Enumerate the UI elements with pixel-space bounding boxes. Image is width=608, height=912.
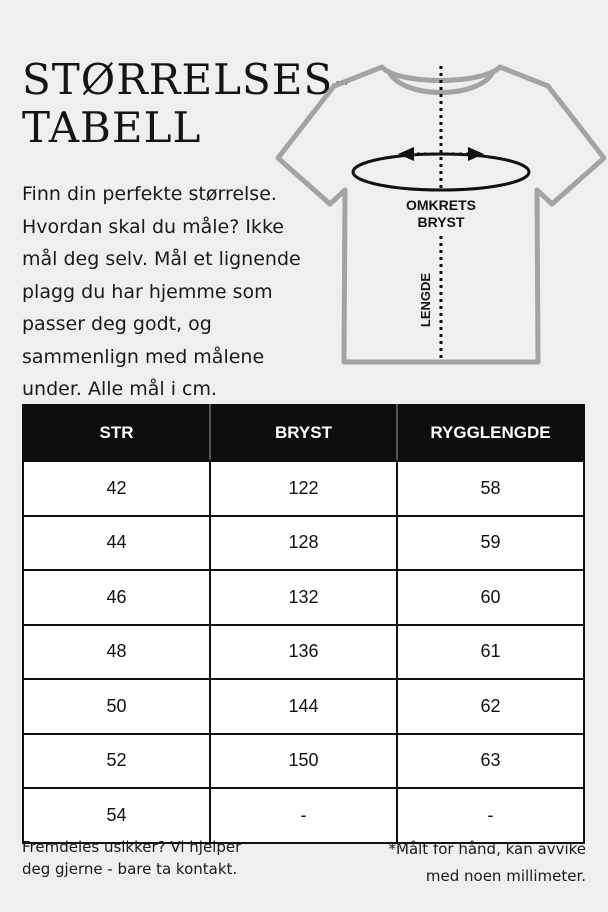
disclaimer-line-1: *Målt for hånd, kan avvike [388, 840, 586, 858]
cell-str: 52 [23, 734, 210, 789]
table-row [23, 734, 584, 789]
cell-str: 50 [23, 679, 210, 734]
help-note-line-2: deg gjerne - bare ta kontakt. [22, 860, 238, 878]
cell-str: 54 [23, 788, 210, 843]
header-bryst: BRYST [210, 405, 397, 461]
header-rygglengde: RYGGLENGDE [397, 405, 584, 461]
cell-rygglengde: 60 [397, 570, 584, 625]
size-table [22, 404, 585, 844]
arrow-left-icon [398, 147, 414, 161]
arrow-right-icon [468, 147, 484, 161]
cell-str: 46 [23, 570, 210, 625]
title-line-1: STØRRELSES- [22, 55, 350, 104]
cell-str: 44 [23, 516, 210, 571]
cell-str: 48 [23, 625, 210, 680]
cell-bryst: 150 [210, 734, 397, 789]
cell-str: 42 [23, 461, 210, 516]
tshirt-measure-diagram [270, 55, 608, 385]
measurement-disclaimer [326, 836, 586, 890]
header-str: STR [23, 405, 210, 461]
chest-label-2: BRYST [417, 214, 465, 230]
cell-rygglengde: - [397, 788, 584, 843]
table-row [23, 570, 584, 625]
table-row [23, 461, 584, 516]
length-label: LENGDE [418, 272, 433, 328]
cell-bryst: 136 [210, 625, 397, 680]
cell-bryst: - [210, 788, 397, 843]
chest-label-1: OMKRETS [406, 197, 476, 213]
cell-bryst: 122 [210, 461, 397, 516]
help-note [22, 836, 312, 880]
table-row [23, 625, 584, 680]
title-line-2: TABELL [22, 103, 202, 152]
cell-bryst: 132 [210, 570, 397, 625]
table-row [23, 679, 584, 734]
cell-bryst: 128 [210, 516, 397, 571]
help-note-line-1: Fremdeles usikker? Vi hjelper [22, 838, 242, 856]
cell-rygglengde: 58 [397, 461, 584, 516]
cell-rygglengde: 59 [397, 516, 584, 571]
table-row [23, 788, 584, 843]
intro-text: Finn din perfekte størrelse. Hvordan skal du måle? Ikke mål deg selv. Mål et lignende plagg du har hjemme som passer deg godt, og sammenlign med målene under. Alle mål i cm. [22, 183, 301, 400]
table-row [23, 516, 584, 571]
disclaimer-line-2: med noen millimeter. [425, 867, 586, 885]
cell-rygglengde: 62 [397, 679, 584, 734]
cell-bryst: 144 [210, 679, 397, 734]
cell-rygglengde: 61 [397, 625, 584, 680]
table-header-row [23, 405, 584, 461]
cell-rygglengde: 63 [397, 734, 584, 789]
